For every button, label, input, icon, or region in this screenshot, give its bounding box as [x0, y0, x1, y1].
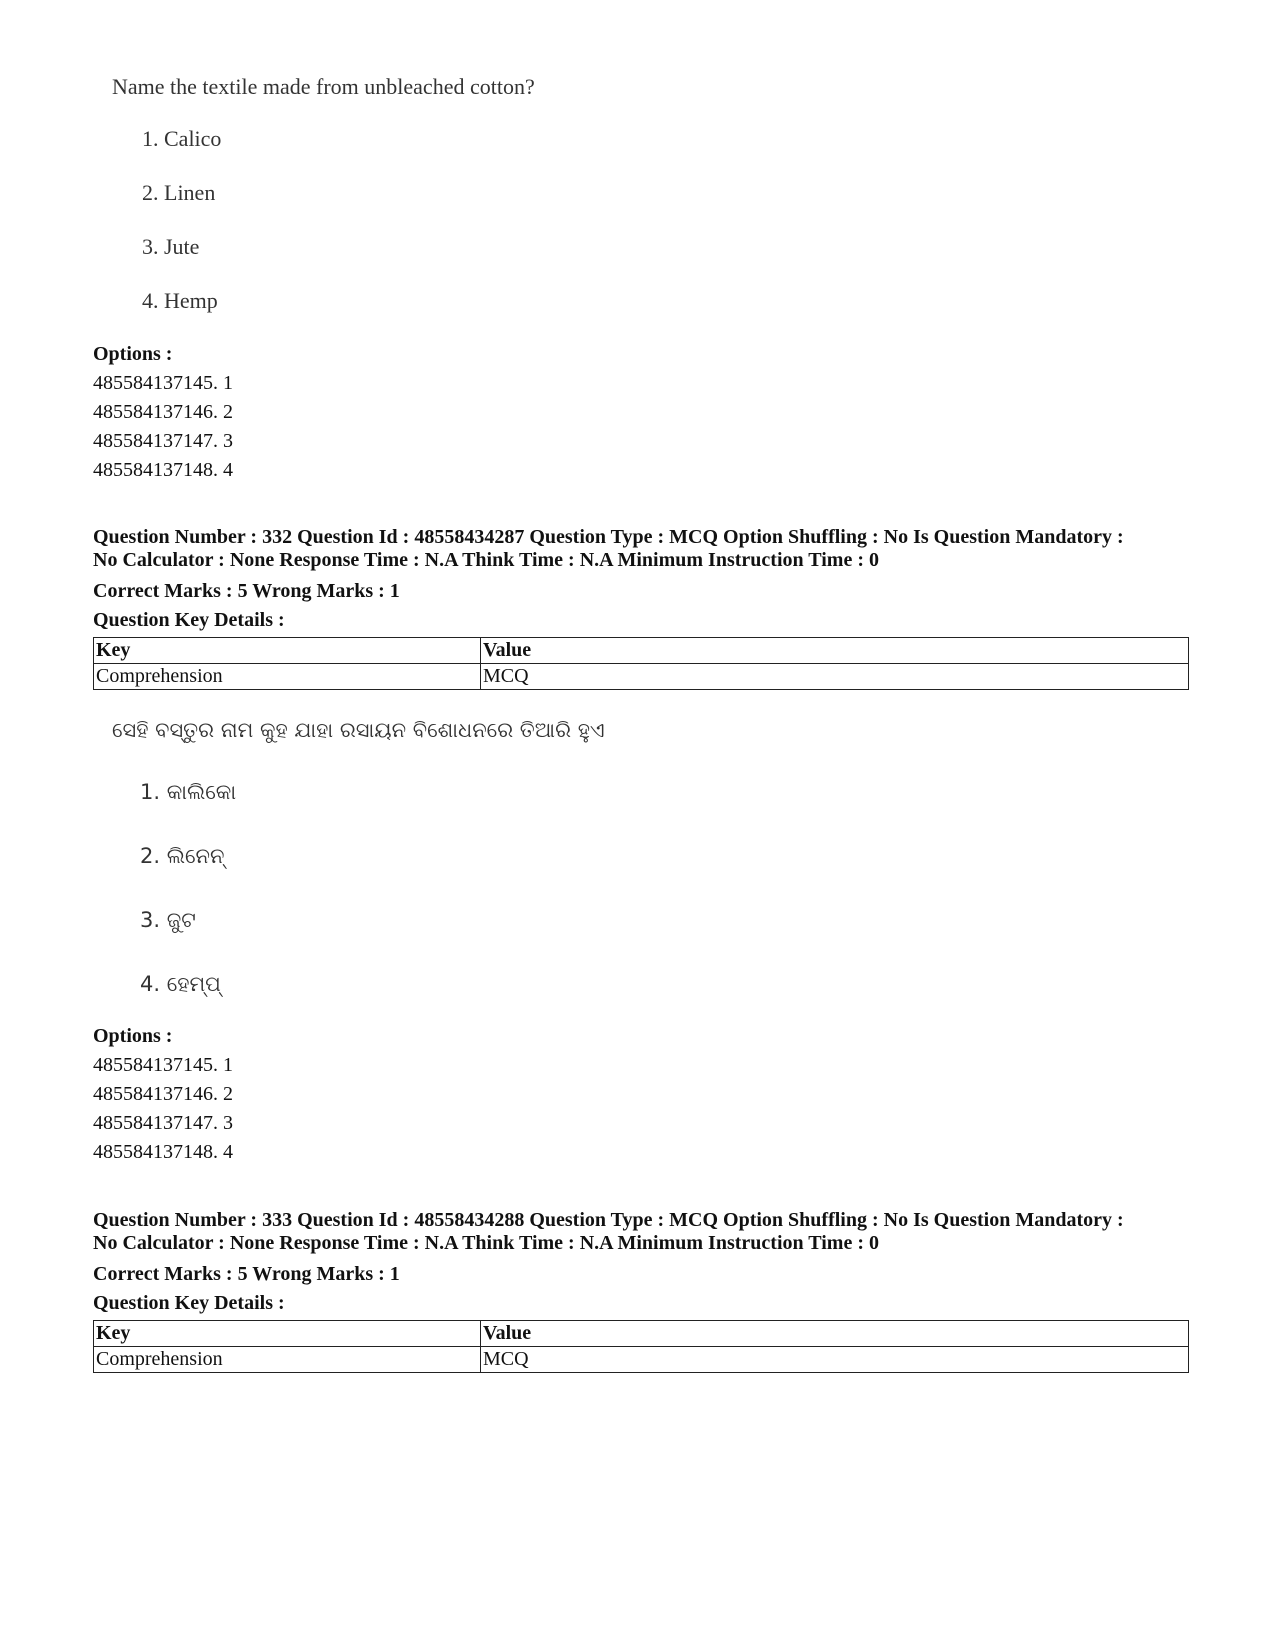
question-333-key-table [93, 1320, 1189, 1373]
table-header-value: Value [481, 1321, 1189, 1347]
question-332-key-table [93, 637, 1189, 690]
table-row [94, 1347, 1189, 1373]
table-cell-key: Comprehension [94, 1347, 481, 1373]
table-cell-key: Comprehension [94, 664, 481, 690]
question-331-options [93, 340, 1193, 485]
question-331-image [112, 74, 712, 324]
question-333-meta [93, 1209, 1203, 1255]
table-header-row [94, 638, 1189, 664]
option-line: 485584137146. 2 [93, 401, 233, 423]
question-332-meta [93, 526, 1203, 572]
question-332-meta-line-2: No Calculator : None Response Time : N.A Think Time : N.A Minimum Instruction Time : 0 [93, 549, 879, 571]
question-333-meta-line-2: No Calculator : None Response Time : N.A Think Time : N.A Minimum Instruction Time : 0 [93, 1232, 879, 1254]
table-header-key: Key [94, 638, 481, 664]
question-332-image [112, 718, 732, 1008]
option-line: 485584137148. 4 [93, 459, 233, 481]
question-333-key-details-label: Question Key Details : [93, 1292, 285, 1314]
question-332-choice-2: 2. ଲିନେନ୍ [140, 844, 225, 868]
question-331-choice-4: 4. Hemp [142, 288, 218, 313]
question-332-choice-1: 1. କାଲିକୋ [140, 780, 237, 804]
question-331-choice-1: 1. Calico [142, 126, 222, 151]
question-332-choice-4: 4. ହେମ୍ପ୍ [140, 972, 221, 996]
table-cell-value: MCQ [481, 1347, 1189, 1373]
question-332-stem: ସେହି ବସ୍ତୁର ନାମ କୁହ ଯାହା ରସାୟନ ବିଶୋଧନରେ ତିଆରି ହୁଏ [112, 718, 605, 742]
option-line: 485584137147. 3 [93, 430, 233, 452]
option-line: 485584137147. 3 [93, 1112, 233, 1134]
option-line: 485584137146. 2 [93, 1083, 233, 1105]
options-label: Options : [93, 343, 173, 365]
table-cell-value: MCQ [481, 664, 1189, 690]
options-label: Options : [93, 1025, 173, 1047]
option-line: 485584137145. 1 [93, 372, 233, 394]
question-331-choice-3: 3. Jute [142, 234, 200, 259]
question-333-marks: Correct Marks : 5 Wrong Marks : 1 [93, 1263, 400, 1285]
option-line: 485584137145. 1 [93, 1054, 233, 1076]
table-header-row [94, 1321, 1189, 1347]
question-331-stem: Name the textile made from unbleached cotton? [112, 74, 535, 99]
table-row [94, 664, 1189, 690]
question-332-choice-3: 3. ଜୁଟ [140, 908, 196, 932]
table-header-value: Value [481, 638, 1189, 664]
table-header-key: Key [94, 1321, 481, 1347]
question-332-key-details-label: Question Key Details : [93, 609, 285, 631]
question-331-choice-2: 2. Linen [142, 180, 216, 205]
question-332-marks: Correct Marks : 5 Wrong Marks : 1 [93, 580, 400, 602]
question-333-meta-line-1: Question Number : 333 Question Id : 48558434288 Question Type : MCQ Option Shuffling : No Is Question Mandatory : [93, 1209, 1124, 1231]
question-332-options [93, 1022, 1193, 1167]
question-332-meta-line-1: Question Number : 332 Question Id : 48558434287 Question Type : MCQ Option Shuffling : No Is Question Mandatory : [93, 526, 1124, 548]
option-line: 485584137148. 4 [93, 1141, 233, 1163]
